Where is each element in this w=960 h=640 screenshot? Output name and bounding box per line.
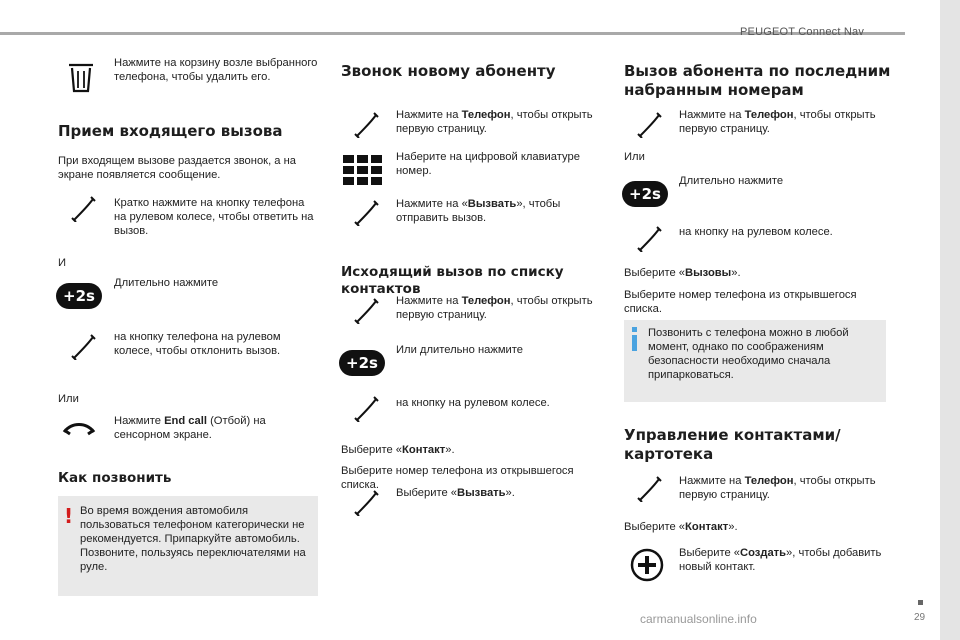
phone-handset-icon bbox=[636, 476, 662, 502]
info-icon-dot bbox=[632, 327, 637, 332]
manage-step1: Нажмите на Телефон, чтобы открыть первую страницу. bbox=[679, 475, 876, 501]
or-label: Или bbox=[624, 151, 645, 163]
watermark: carmanualsonline.info bbox=[640, 612, 757, 626]
add-contact-icon bbox=[630, 548, 664, 582]
page-edge-bar bbox=[940, 0, 960, 640]
section-title-new-call: Звонок новому абоненту bbox=[341, 62, 556, 80]
last-step2: Длительно нажмите bbox=[679, 175, 784, 187]
manage-step3: Выберите «Создать», чтобы добавить новый контакт. bbox=[679, 547, 882, 573]
last-step1: Нажмите на Телефон, чтобы открыть первую страницу. bbox=[679, 109, 876, 135]
new-step2: Наберите на цифровой клавиатуре номер. bbox=[396, 151, 580, 177]
warning-icon: ! bbox=[64, 504, 74, 528]
new-step1: Нажмите на Телефон, чтобы открыть первую страницу. bbox=[396, 109, 593, 135]
contacts-step3: на кнопку на рулевом колесе. bbox=[396, 397, 550, 409]
incoming-intro: При входящем вызове раздается звонок, а на экране появляется сообщение. bbox=[58, 155, 297, 181]
trash-icon bbox=[66, 60, 96, 94]
keypad-icon bbox=[343, 155, 383, 185]
phone-handset-icon bbox=[353, 112, 379, 138]
manage-step2: Выберите «Контакт». bbox=[624, 521, 738, 533]
trash-text: Нажмите на корзину возле выбранного телефона, чтобы удалить его. bbox=[114, 57, 318, 83]
last-step5: Выберите номер телефона из открывшегося списка. bbox=[624, 289, 857, 315]
incoming-step3: Нажмите End call (Отбой) на сенсорном экране. bbox=[114, 415, 266, 441]
phone-handset-icon bbox=[353, 490, 379, 516]
info-text: Позвонить с телефона можно в любой момент, однако по соображениям безопасности необходимо сначала припарковаться. bbox=[648, 327, 849, 381]
and-label: И bbox=[58, 257, 67, 269]
phone-handset-icon bbox=[70, 196, 96, 222]
info-icon bbox=[632, 335, 637, 351]
phone-handset-icon bbox=[353, 200, 379, 226]
contacts-step6: Выберите «Вызвать». bbox=[396, 487, 515, 499]
section-title-how: Как позвонить bbox=[58, 470, 172, 486]
page-number: 29 bbox=[914, 612, 926, 623]
page-marker bbox=[918, 600, 923, 605]
long-press-2s-icon: +2s bbox=[339, 350, 385, 376]
section-title-incoming: Прием входящего вызова bbox=[58, 122, 283, 140]
phone-handset-icon bbox=[353, 298, 379, 324]
warning-text: Во время вождения автомобиля пользоваться телефоном категорически не рекомендуется. Припаркуйте автомобиль. Позвоните, пользуясь переключателями на руле. bbox=[80, 505, 306, 573]
or-label: Или bbox=[58, 393, 79, 405]
end-call-icon bbox=[62, 420, 96, 436]
long-press-2s-icon: +2s bbox=[622, 181, 668, 207]
section-title-manage: Управление контактами/ картотека bbox=[624, 426, 841, 463]
phone-handset-icon bbox=[636, 226, 662, 252]
incoming-long-press: Длительно нажмите bbox=[114, 277, 219, 289]
section-title-contacts: Исходящий вызов по списку контактов bbox=[341, 264, 564, 297]
section-title-last-calls: Вызов абонента по последним набранным номерам bbox=[624, 62, 891, 99]
last-step3: на кнопку на рулевом колесе. bbox=[679, 226, 833, 238]
new-step3: Нажмите на «Вызвать», чтобы отправить вызов. bbox=[396, 198, 561, 224]
contacts-step4: Выберите «Контакт». bbox=[341, 444, 455, 456]
incoming-step2: на кнопку телефона на рулевом колесе, чтобы отклонить вызов. bbox=[114, 331, 281, 357]
phone-handset-icon bbox=[636, 112, 662, 138]
phone-handset-icon bbox=[70, 334, 96, 360]
page-header: PEUGEOT Connect Nav bbox=[740, 26, 865, 38]
last-step4: Выберите «Вызовы». bbox=[624, 267, 741, 279]
incoming-step1: Кратко нажмите на кнопку телефона на рулевом колесе, чтобы ответить на вызов. bbox=[114, 197, 314, 237]
long-press-2s-icon: +2s bbox=[56, 283, 102, 309]
contacts-step1: Нажмите на Телефон, чтобы открыть первую страницу. bbox=[396, 295, 593, 321]
contacts-step2: Или длительно нажмите bbox=[396, 344, 523, 356]
phone-handset-icon bbox=[353, 396, 379, 422]
contacts-step5: Выберите номер телефона из открывшегося списка. bbox=[341, 465, 574, 491]
